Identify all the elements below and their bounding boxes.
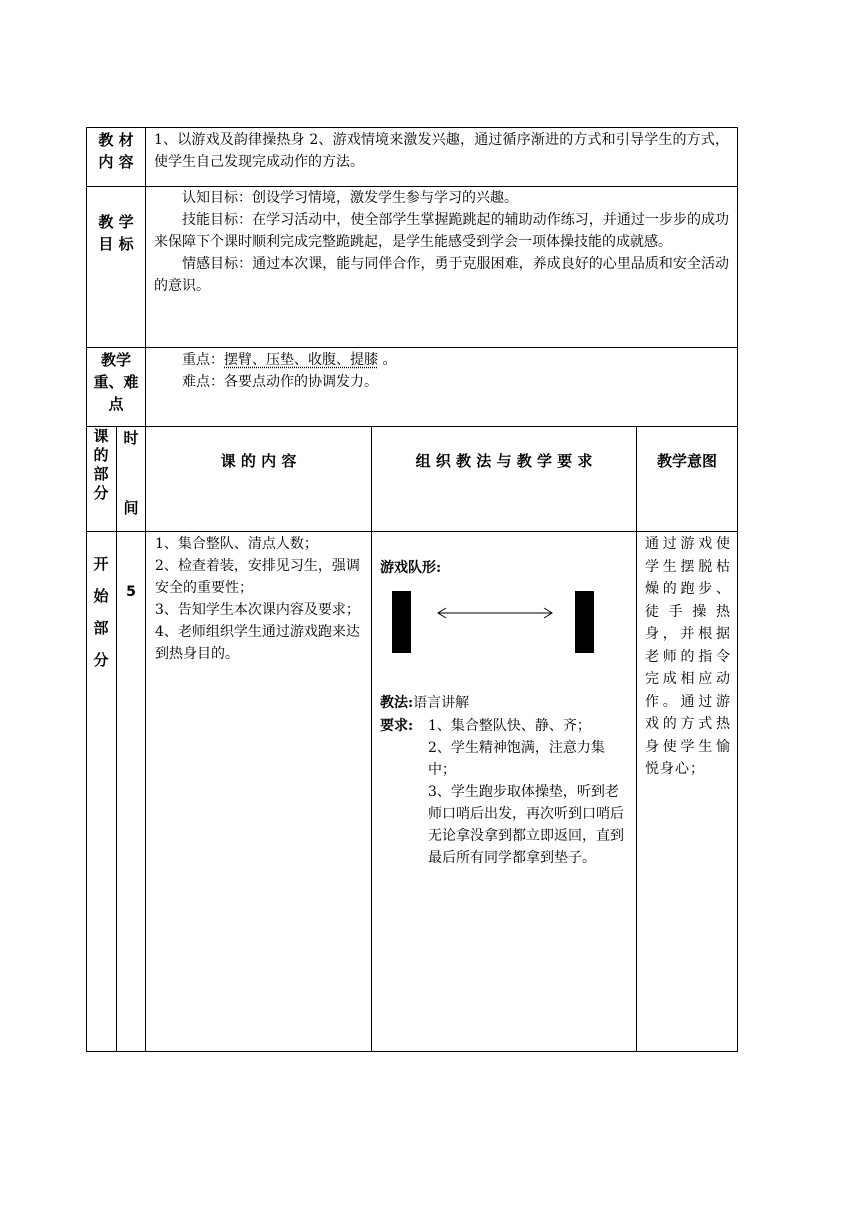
key-point <box>154 349 729 371</box>
goals-text <box>154 187 729 297</box>
teach-label: 教法: <box>380 695 414 711</box>
double-arrow-icon <box>380 589 610 655</box>
header-method: 组 织 教 法 与 教 学 要 求 <box>415 452 593 470</box>
goal-skill: 技能目标：在学习活动中，使全部学生掌握跪跳起的辅助动作练习，并通过一步步的成功来保障下个课时顺利完成完整跪跳起，是学生能感受到学会一项体操技能的成就感。 <box>154 212 729 250</box>
table-rule <box>86 127 738 128</box>
content-item: 1、集合整队、清点人数； <box>155 536 318 552</box>
table-rule <box>86 347 738 348</box>
keypoints-label-line3: 点 <box>108 395 124 413</box>
table-rule <box>86 426 738 427</box>
table-rule <box>145 426 146 1052</box>
intent-text: 通过游戏使学生摆脱枯燥的跑步、徒手操热身，并根据老师的指令完成相应动作。通过游戏的方式热身使学生愉悦身心； <box>645 536 731 777</box>
keypoints-label-line2: 重、难 <box>93 373 139 391</box>
header-time <box>116 427 146 519</box>
keypoints-text <box>154 349 729 393</box>
header-content: 课 的 内 容 <box>220 452 297 470</box>
goals-label-line2: 目 标 <box>98 235 134 253</box>
key-suffix: 。 <box>378 352 397 368</box>
goal-emotion: 情感目标：通过本次课，能与同伴合作，勇于克服困难，养成良好的心里品质和安全活动的意识。 <box>154 256 729 294</box>
content-item: 4、老师组织学生通过游戏跑来达到热身目的。 <box>155 624 360 662</box>
key-prefix: 重点： <box>182 352 224 368</box>
formation-label: 游戏队形: <box>380 560 442 576</box>
require-label: 要求: <box>380 718 414 734</box>
keypoints-label-line1: 教学 <box>100 351 131 369</box>
header-part-char: 课 <box>93 427 109 445</box>
table-rule <box>116 426 117 1052</box>
requirement-item: 3、学生跑步取体操垫，听到老师口哨后出发，再次听到口哨后无论拿没拿到都立即返回，直到最后所有同学都拿到垫子。 <box>428 784 624 866</box>
material-label-line1: 教 材 <box>98 131 134 149</box>
table-rule <box>86 1051 738 1052</box>
header-time-char: 时 <box>123 429 139 447</box>
goal-cognitive: 认知目标：创设学习情境，激发学生参与学习的兴趣。 <box>182 190 518 206</box>
keypoints-label <box>88 349 144 415</box>
difficulty-point: 难点：各要点动作的协调发力。 <box>182 374 378 390</box>
time-minutes: 5 <box>126 584 136 600</box>
teach-text: 语言讲解 <box>413 695 470 711</box>
content-item: 3、告知学生本次课内容及要求； <box>155 602 360 618</box>
table-rule <box>371 426 372 1052</box>
part-char: 始 <box>93 587 109 605</box>
key-items: 摆臂、压垫、收腹、提膝 <box>224 352 378 368</box>
goals-label-line1: 教 学 <box>98 213 134 231</box>
requirement-item: 1、集合整队快、静、齐； <box>428 718 591 734</box>
header-part-char: 分 <box>93 484 109 502</box>
part-char: 部 <box>93 619 109 637</box>
table-rule <box>86 531 738 532</box>
requirements-list <box>428 715 630 869</box>
part-char: 分 <box>93 651 109 669</box>
part-char: 开 <box>93 555 109 573</box>
header-part-char: 部 <box>93 465 109 483</box>
material-label-line2: 内 容 <box>98 153 134 171</box>
material-text: 1、以游戏及韵律操热身 2、游戏情境来激发兴趣，通过循序渐进的方式和引导学生的方式，使学生自己发现完成动作的方法。 <box>154 132 729 170</box>
header-part-char: 的 <box>93 446 109 464</box>
formation-diagram <box>380 589 610 655</box>
table-rule <box>737 127 738 1052</box>
table-rule <box>145 127 146 427</box>
content-item: 2、检查着装，安排见习生，强调安全的重要性； <box>155 558 360 596</box>
header-intent: 教学意图 <box>656 452 717 470</box>
material-label <box>90 129 142 173</box>
header-part <box>86 427 116 503</box>
requirement-item: 2、学生精神饱满，注意力集中； <box>428 740 605 778</box>
content-list <box>155 533 365 665</box>
method-teach <box>380 692 630 714</box>
table-rule <box>636 426 637 1052</box>
goals-label <box>90 211 142 255</box>
header-time-char: 间 <box>123 499 139 517</box>
lesson-plan-table <box>86 127 738 1052</box>
part-opening <box>86 553 116 671</box>
